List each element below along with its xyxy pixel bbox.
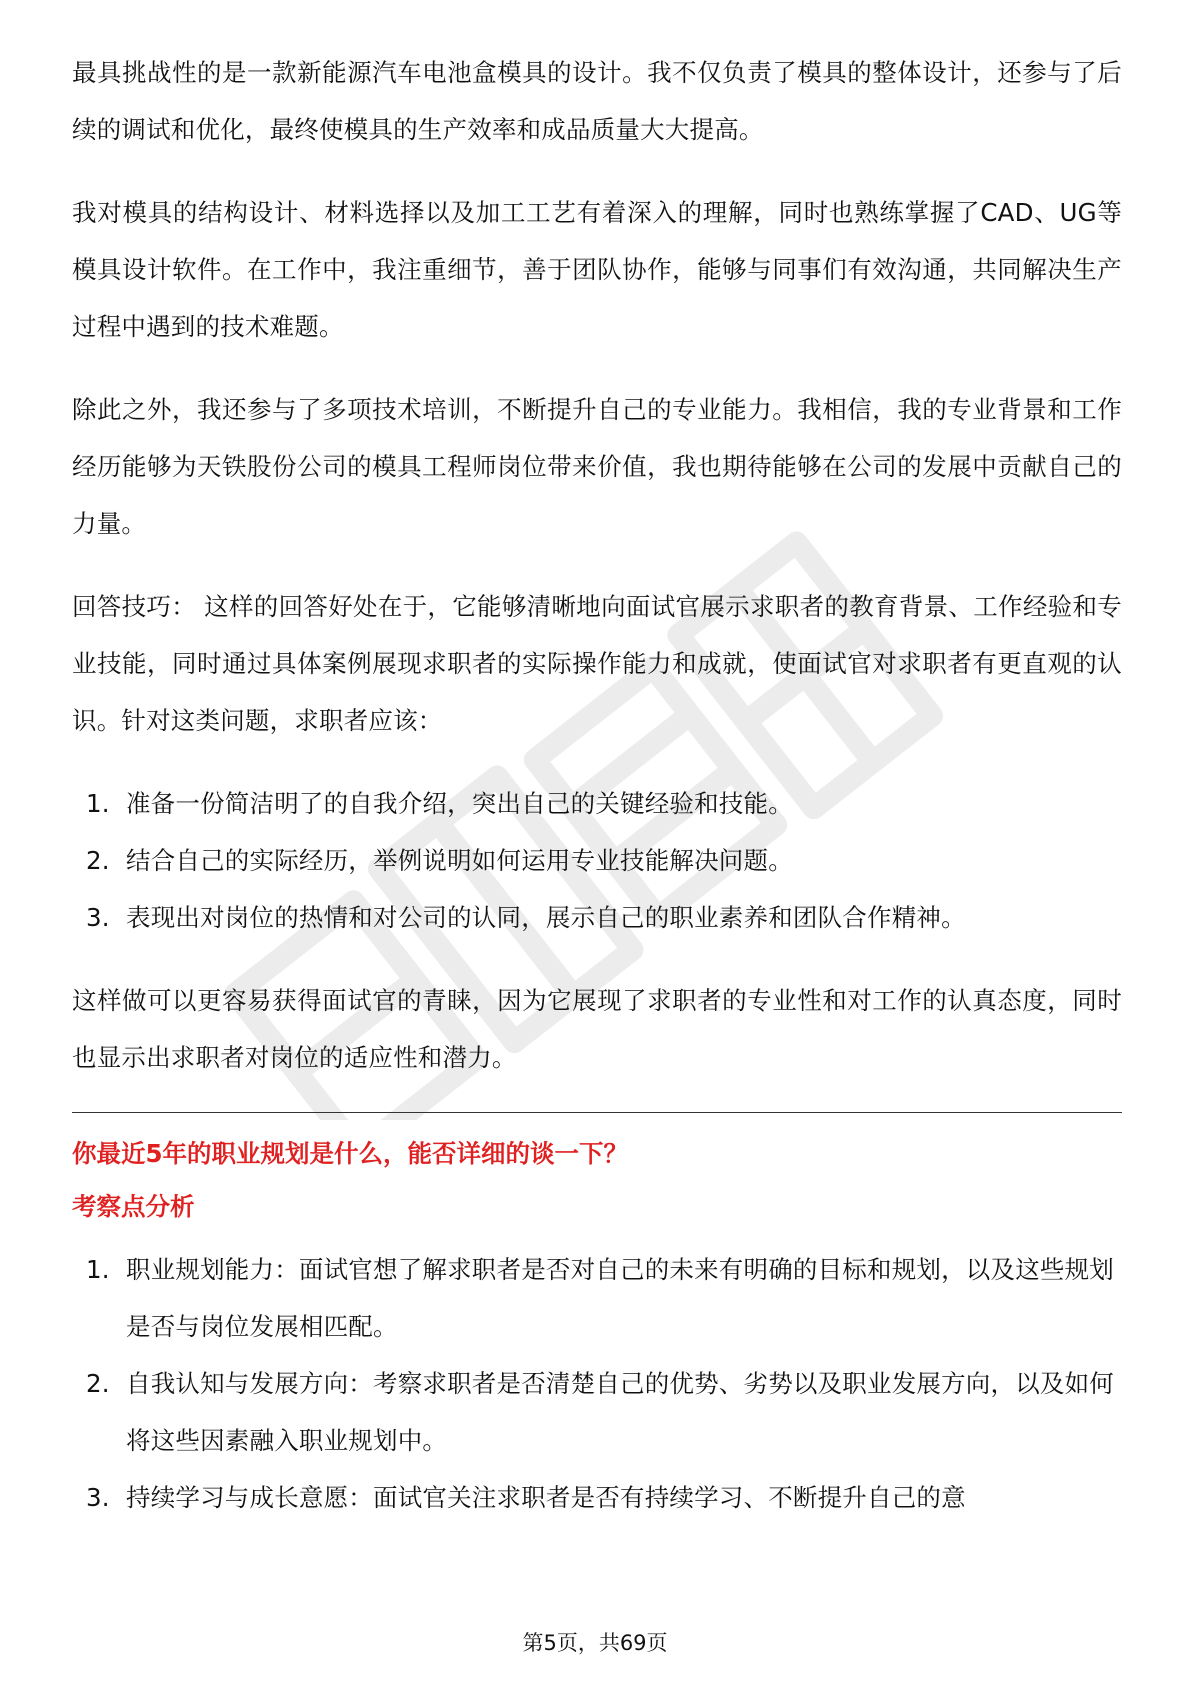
list-number: 3.: [86, 903, 110, 932]
paragraph-training: 除此之外，我还参与了多项技术培训，不断提升自己的专业能力。我相信，我的专业背景和工作经历能够为天铁股份公司的模具工程师岗位带来价值，我也期待能够在公司的发展中贡献自己的力量。: [72, 395, 1122, 538]
list-item: [72, 775, 1122, 832]
list-number: 1.: [86, 1255, 110, 1284]
paragraph-skills: 我对模具的结构设计、材料选择以及加工工艺有着深入的理解，同时也熟练掌握了CAD、UG等模具设计软件。在工作中，我注重细节，善于团队协作，能够与同事们有效沟通，共同解决生产过程中遇到的技术难题。: [72, 198, 1122, 341]
paragraph-answer-tips: 回答技巧： 这样的回答好处在于，它能够清晰地向面试官展示求职者的教育背景、工作经验和专业技能，同时通过具体案例展现求职者的实际操作能力和成就，使面试官对求职者有更直观的认识。针对这类问题，求职者应该：: [72, 592, 1122, 735]
list-number: 2.: [86, 846, 110, 875]
paragraph-closing: 这样做可以更容易获得面试官的青睐，因为它展现了求职者的专业性和对工作的认真态度，同时也显示出求职者对岗位的适应性和潜力。: [72, 986, 1122, 1072]
list-number: 1.: [86, 789, 110, 818]
list-item: [72, 1241, 1122, 1355]
list-text: 自我认知与发展方向：考察求职者是否清楚自己的优势、劣势以及职业发展方向，以及如何将这些因素融入职业规划中。: [126, 1369, 1114, 1455]
list-text: 表现出对岗位的热情和对公司的认同，展示自己的职业素养和团队合作精神。: [126, 903, 966, 932]
list-item: [72, 1355, 1122, 1469]
tips-list: [72, 775, 1122, 946]
list-item: [72, 1469, 1122, 1526]
document-body: [72, 44, 1122, 1552]
list-text: 持续学习与成长意愿：面试官关注求职者是否有持续学习、不断提升自己的意: [126, 1483, 966, 1512]
list-item: [72, 832, 1122, 889]
list-text: 准备一份简洁明了的自我介绍，突出自己的关键经验和技能。: [126, 789, 793, 818]
section-divider: [72, 1112, 1122, 1113]
question-title: 你最近5年的职业规划是什么，能否详细的谈一下？: [72, 1139, 629, 1168]
list-number: 3.: [86, 1483, 110, 1512]
analysis-heading: 考察点分析: [72, 1192, 195, 1221]
page-footer: 第5页，共69页: [522, 1631, 668, 1655]
list-number: 2.: [86, 1369, 110, 1398]
list-item: [72, 889, 1122, 946]
list-text: 职业规划能力：面试官想了解求职者是否对自己的未来有明确的目标和规划，以及这些规划是否与岗位发展相匹配。: [126, 1255, 1114, 1341]
list-text: 结合自己的实际经历，举例说明如何运用专业技能解决问题。: [126, 846, 793, 875]
analysis-points-list: [72, 1241, 1122, 1526]
paragraph-challenge: 最具挑战性的是一款新能源汽车电池盒模具的设计。我不仅负责了模具的整体设计，还参与了后续的调试和优化，最终使模具的生产效率和成品质量大大提高。: [72, 58, 1122, 144]
